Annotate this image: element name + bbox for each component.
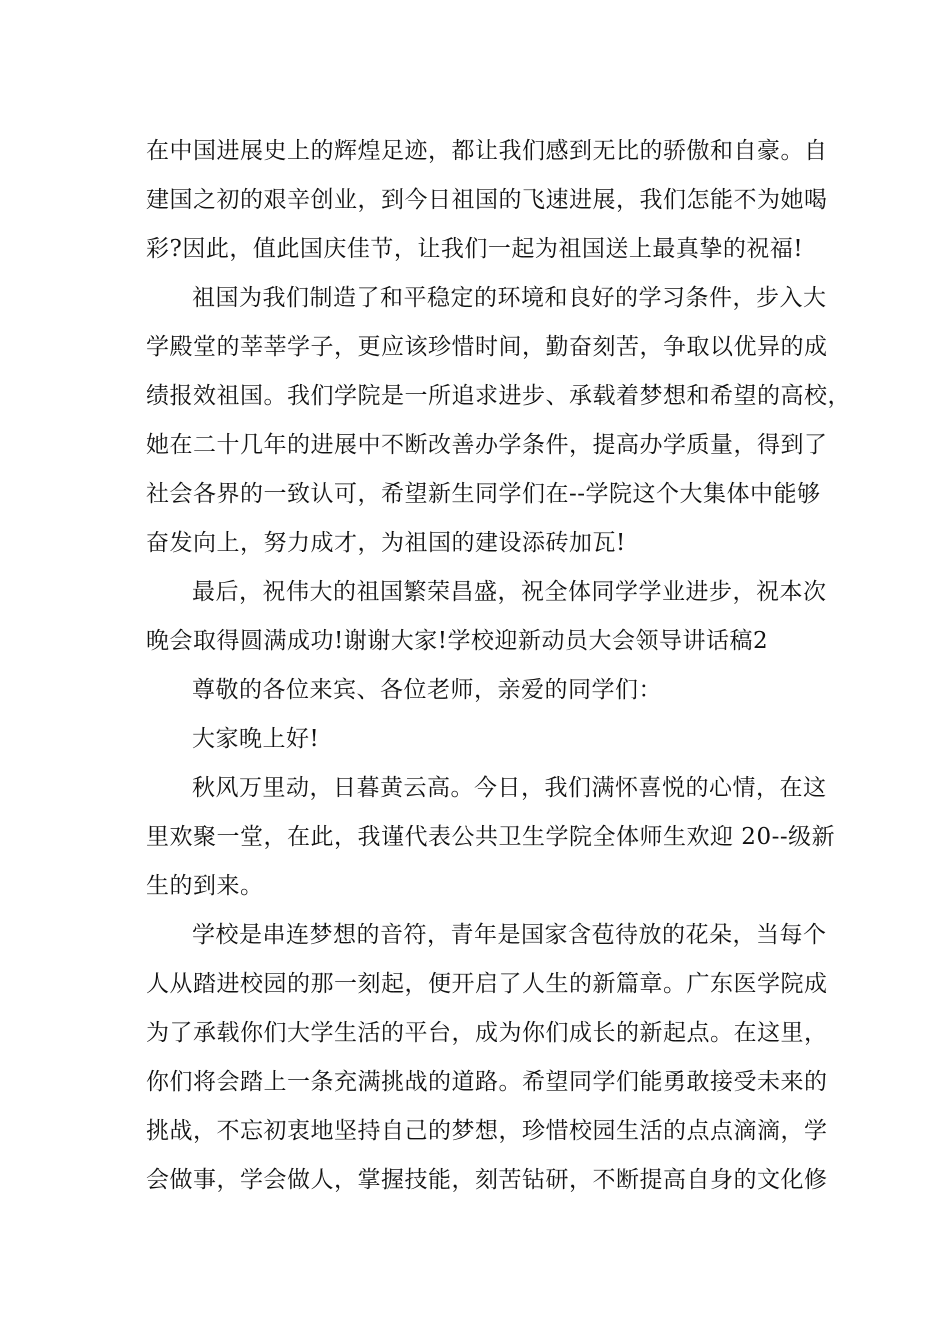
- text-line: 奋发向上，努力成才，为祖国的建设添砖加瓦!: [146, 530, 626, 556]
- text-line: 尊敬的各位来宾、各位老师，亲爱的同学们：: [192, 677, 662, 703]
- text-line: 会做事，学会做人，掌握技能，刻苦钻研，不断提高自身的文化修: [146, 1167, 828, 1193]
- text-line: 里欢聚一堂，在此，我谨代表公共卫生学院全体师生欢迎 20--级新: [146, 824, 836, 850]
- text-line: 人从踏进校园的那一刻起，便开启了人生的新篇章。广东医学院成: [146, 971, 828, 997]
- text-line: 绩报效祖国。我们学院是一所追求进步、承载着梦想和希望的高校，: [146, 383, 851, 409]
- text-line: 生的到来。: [146, 873, 264, 899]
- text-line: 你们将会踏上一条充满挑战的道路。希望同学们能勇敢接受未来的: [146, 1069, 828, 1095]
- text-line: 彩?因此，值此国庆佳节，让我们一起为祖国送上最真挚的祝福!: [146, 236, 804, 262]
- text-line: 祖国为我们制造了和平稳定的环境和良好的学习条件，步入大: [192, 285, 827, 311]
- text-line: 社会各界的一致认可，希望新生同学们在--学院这个大集体中能够: [146, 481, 821, 507]
- text-line: 学殿堂的莘莘学子，更应该珍惜时间，勤奋刻苦，争取以优异的成: [146, 334, 828, 360]
- text-line: 大家晚上好!: [192, 726, 320, 752]
- text-line: 晚会取得圆满成功!谢谢大家!学校迎新动员大会领导讲话稿2: [146, 628, 769, 654]
- text-line: 建国之初的艰辛创业，到今日祖国的飞速进展，我们怎能不为她喝: [146, 187, 828, 213]
- text-line: 她在二十几年的进展中不断改善办学条件，提高办学质量，得到了: [146, 432, 828, 458]
- text-line: 最后，祝伟大的祖国繁荣昌盛，祝全体同学学业进步，祝本次: [192, 579, 827, 605]
- text-line: 为了承载你们大学生活的平台，成为你们成长的新起点。在这里，: [146, 1020, 828, 1046]
- text-line: 学校是串连梦想的音符，青年是国家含苞待放的花朵，当每个: [192, 922, 827, 948]
- text-line: 挑战，不忘初衷地坚持自己的梦想，珍惜校园生活的点点滴滴，学: [146, 1118, 828, 1144]
- text-line: 秋风万里动，日暮黄云高。今日，我们满怀喜悦的心情，在这: [192, 775, 827, 801]
- text-line: 在中国进展史上的辉煌足迹，都让我们感到无比的骄傲和自豪。自: [146, 138, 828, 164]
